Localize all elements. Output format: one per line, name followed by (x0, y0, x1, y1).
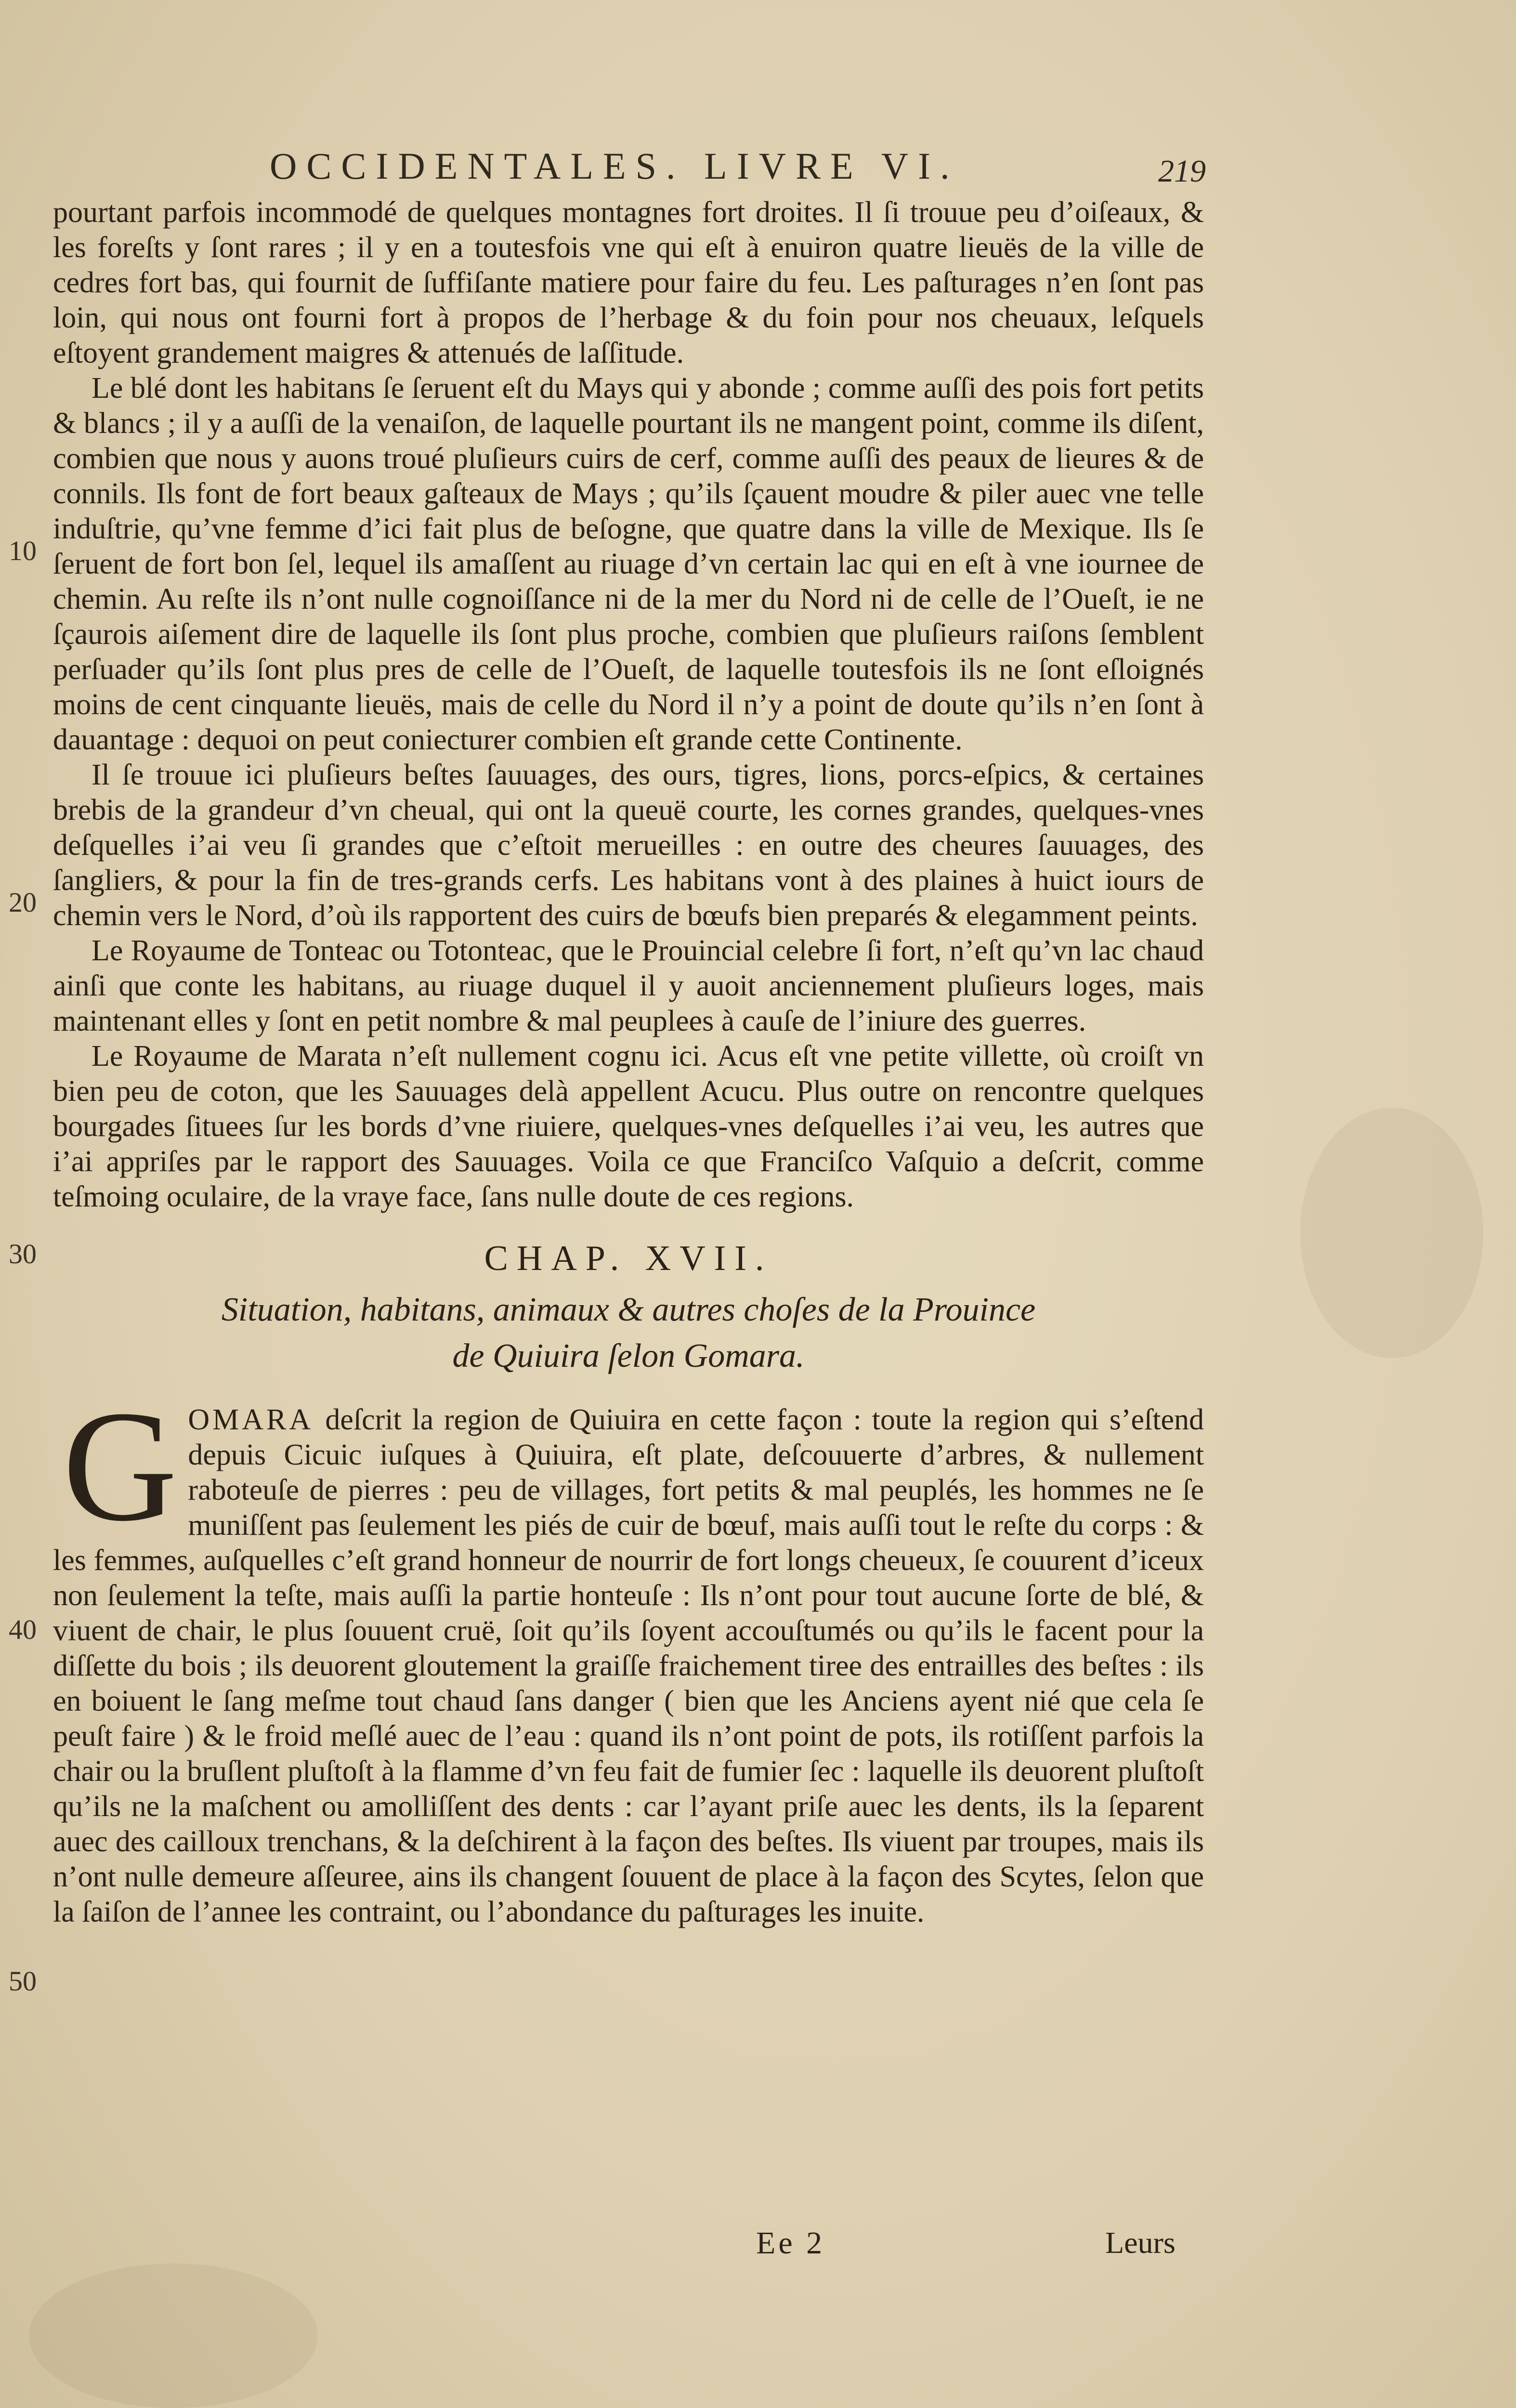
chapter-body (53, 1378, 1204, 1930)
paper-stain (1300, 1108, 1483, 1358)
running-head: OCCIDENTALES. LIVRE VI. (270, 145, 959, 187)
line-number-margin: 10 (9, 535, 37, 566)
paragraph: Le Royaume de Marata n’eſt nullement cognu ici. Acus eſt vne petite villette, où croiſt vn bien peu de coton, que les Sauuages delà appellent Acucu. Plus outre on rencontre quelques bourgades ſituees ſur les bords d’vne riuiere, quelques-vnes deſquelles i’ai veu, les autres que i’ai appriſes par le rapport des Sauuages. Voila ce que Franciſco Vaſquio a deſcrit, comme teſmoing oculaire, de la vraye face, ſans nulle doute de ces regions. (53, 1040, 1204, 1213)
paragraph: pourtant parfois incommodé de quelques montagnes fort droites. Il ſi trouue peu d’oiſeaux, & les foreſts y ſont rares ; il y en a toutesfois vne qui eſt à enuiron quatre lieuës de la ville de cedres fort bas, qui fournit de ſuffiſante matiere pour faire du feu. Les paſturages n’en ſont pas loin, qui nous ont fourni fort à propos de l’herbage & du foin pour nos cheuaux, leſquels eſtoyent grandement maigres & attenués de laſſitude. (53, 196, 1204, 369)
chapter-heading: CHAP. XVII. (484, 1239, 773, 1278)
chapter-paragraph: deſcrit la region de Quiuira en cette façon : toute la region qui s’eſtend depuis Cicuic iuſques à Quiuira, eſt plate, deſcouuerte d’arbres, & nullement raboteuſe de pierres : peu de villages, fort petits & mal peuplés, les hommes ne ſe muniſſent pas ſeulement les piés de cuir de bœuf, mais auſſi tout le reſte du corps : & les femmes, auſquelles c’eſt grand honneur de nourrir de fort longs cheueux, ſe couurent d’iceux non ſeulement la teſte, mais auſſi la partie honteuſe : Ils n’ont pour tout aucune ſorte de blé, & viuent de chair, le plus ſouuent cruë, ſoit qu’ils ſoyent accouſtumés ou qu’ils le facent pour la diſſette du bois ; ils deuorent gloutement la graiſſe fraichement tiree des entrailles des beſtes : ils en boiuent le ſang meſme tout chaud ſans danger ( bien que les Anciens ayent nié que cela ſe peuſt faire ) & le froid meſlé auec de l’eau : quand ils n’ont point de pots, ils rotiſſent parfois la chair ou la bruſlent pluſtoſt à la flamme d’vn feu fait de fumier ſec : laquelle ils deuorent pluſtoſt qu’ils ne la maſchent ou amolliſſent des dents : car l’ayant priſe auec les dents, ils la ſeparent auec des cailloux trenchans, & la deſchirent à la façon des beſtes. Ils viuent par troupes, mais ils n’ont nulle demeure aſſeuree, ains ils changent ſouuent de place à la façon des Scytes, ſelon que la ſaiſon de l’annee les contraint, ou l’abondance du paſturages les inuite. (53, 1403, 1204, 1928)
line-number-margin: 30 (9, 1238, 37, 1269)
paragraph: Le Royaume de Tonteac ou Totonteac, que le Prouincial celebre ſi fort, n’eſt qu’vn lac chaud ainſi que conte les habitans, au riuage duquel il y auoit anciennement pluſieurs loges, mais maintenant elles y ſont en petit nombre & mal peuplees à cauſe de l’iniure des guerres. (53, 934, 1204, 1037)
main-text (53, 195, 1204, 1930)
line-number-margin: 40 (9, 1614, 37, 1645)
chapter-title-line: de Quiuira ſelon Gomara. (452, 1337, 805, 1374)
drop-cap: G (63, 1378, 178, 1554)
signature-mark: Ee 2 (756, 2225, 825, 2261)
line-number-margin: 20 (9, 887, 37, 918)
catchword: Leurs (1105, 2225, 1176, 2260)
lead-word: OMARA (188, 1403, 326, 1436)
paragraph: Le blé dont les habitans ſe ſeruent eſt du Mays qui y abonde ; comme auſſi des pois fort petits & blancs ; il y a auſſi de la venaiſon, de laquelle pourtant ils ne mangent point, comme ils diſent, combien que nous y auons troué pluſieurs cuirs de cerf, comme auſſi des peaux de lieures & de connils. Ils font de fort beaux gaſteaux de Mays ; qu’ils ſçauent moudre & piler auec vne telle induſtrie, qu’vne femme d’ici fait plus de beſogne, que quatre dans la ville de Mexique. Ils ſe ſeruent de fort bon ſel, lequel ils amaſſent au riuage d’vn certain lac qui en eſt à vne iournee de chemin. Au reſte ils n’ont nulle cognoiſſance ni de la mer du Nord ni de celle de l’Oueſt, ie ne ſçaurois aiſement dire de laquelle ils ſont plus proche, combien que pluſieurs raiſons ſemblent perſuader qu’ils ſont plus pres de celle de l’Oueſt, de laquelle toutesfois ils ne ſont eſloignés moins de cent cinquante lieuës, mais de celle du Nord il n’y a point de doute qu’ils n’en ſont à dauantage : dequoi on peut coniecturer combien eſt grande cette Continente. (53, 372, 1204, 756)
page-number: 219 (1158, 154, 1206, 189)
line-number-margin: 50 (9, 1965, 37, 1997)
paper-stain (29, 2264, 318, 2408)
paragraph: Il ſe trouue ici pluſieurs beſtes ſauuages, des ours, tigres, lions, porcs-eſpics, & certaines brebis de la grandeur d’vn cheual, qui ont la queuë courte, les cornes grandes, quelques-vnes deſquelles i’ai veu ſi grandes que c’eſtoit merueilles : en outre des cheures ſauuages, des ſangliers, & pour la fin de tres-grands cerfs. Les habitans vont à des plaines à huict iours de chemin vers le Nord, d’où ils rapportent des cuirs de bœufs bien preparés & elegamment peints. (53, 759, 1204, 932)
chapter-title-line: Situation, habitans, animaux & autres choſes de la Prouince (221, 1291, 1036, 1328)
chapter-title (53, 1287, 1204, 1379)
